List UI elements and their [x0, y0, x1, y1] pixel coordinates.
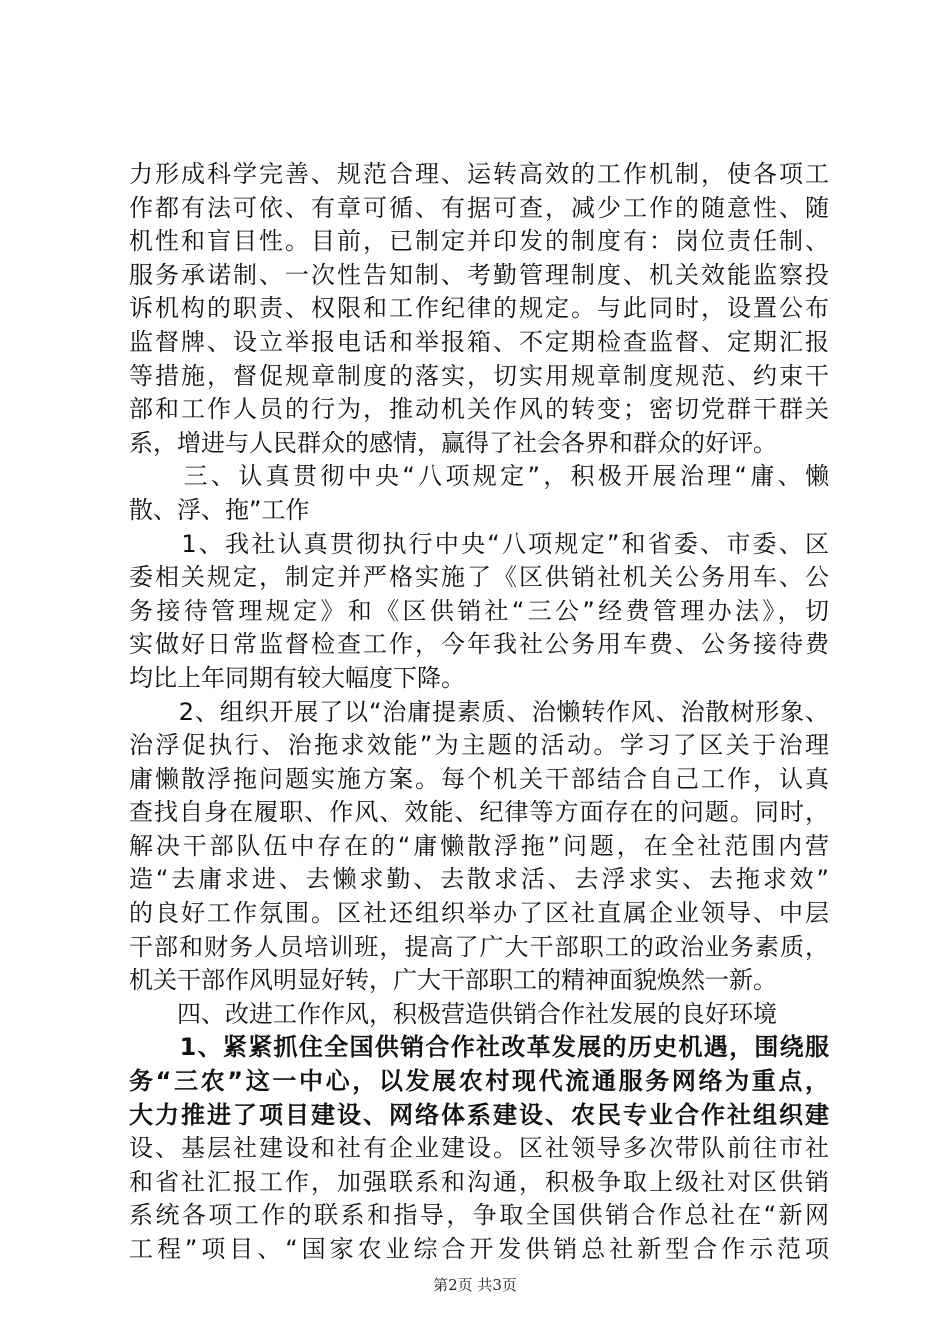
document-body [129, 158, 829, 1267]
body-line: 1、我社认真贯彻执行中央“八项规定”和省委、市委、区 [129, 529, 829, 558]
body-line: 干部和财务人员培训班，提高了广大干部职工的政治业务素质， [129, 932, 829, 961]
body-line: 系统各项工作的联系和指导，争取全国供销合作总社在“新网 [129, 1201, 829, 1230]
body-line: 作都有法可依、有章可循、有据可查，减少工作的随意性、随 [129, 193, 829, 222]
body-line: 解决干部队伍中存在的“庸懒散浮拖”问题，在全社范围内营 [129, 831, 829, 860]
body-line: 造“去庸求进、去懒求勤、去散求活、去浮求实、去拖求效” [129, 865, 829, 894]
body-line: 监督牌、设立举报电话和举报箱、不定期检查监督、定期汇报 [129, 327, 829, 356]
body-line-emphasis: 务“三农”这一中心，以发展农村现代流通服务网络为重点， [129, 1067, 829, 1096]
body-line: 机性和盲目性。目前，已制定并印发的制度有：岗位责任制、 [129, 227, 829, 256]
body-line-emphasis: 1、紧紧抓住全国供销合作社改革发展的历史机遇，围绕服 [129, 1033, 829, 1062]
body-line: 庸懒散浮拖问题实施方案。每个机关干部结合自己工作，认真 [129, 764, 829, 793]
section-heading-line: 散、浮、拖”工作 [129, 495, 310, 524]
body-line: 实做好日常监督检查工作，今年我社公务用车费、公务接待费 [129, 630, 829, 659]
body-line: 诉机构的职责、权限和工作纪律的规定。与此同时，设置公布 [129, 294, 829, 323]
body-line: 委相关规定，制定并严格实施了《区供销社机关公务用车、公 [129, 563, 829, 592]
body-line: 服务承诺制、一次性告知制、考勤管理制度、机关效能监察投 [129, 260, 829, 289]
body-line-emphasis: 大力推进了项目建设、网络体系建设、农民专业合作社组织建 [129, 1100, 829, 1129]
body-line: 机关干部作风明显好转，广大干部职工的精神面貌焕然一新。 [129, 966, 777, 995]
body-line: 力形成科学完善、规范合理、运转高效的工作机制，使各项工 [129, 160, 829, 188]
body-line: 的良好工作氛围。区社还组织举办了区社直属企业领导、中层 [129, 899, 829, 928]
body-line: 设、基层社建设和社有企业建设。区社领导多次带队前往市社 [129, 1134, 829, 1163]
page-number-footer: 第2页 共3页 [433, 1276, 517, 1294]
body-line: 工程”项目、“国家农业综合开发供销总社新型合作示范项 [129, 1235, 829, 1263]
body-line: 务接待管理规定》和《区供销社“三公”经费管理办法》，切 [129, 596, 829, 625]
body-line: 和省社汇报工作，加强联系和沟通，积极争取上级社对区供销 [129, 1167, 829, 1196]
section-heading-line: 三、认真贯彻中央“八项规定”，积极开展治理“庸、懒 [129, 462, 829, 491]
section-heading-line: 四、改进工作作风，积极营造供销合作社发展的良好环境 [129, 999, 777, 1028]
body-line: 2、组织开展了以“治庸提素质、治懒转作风、治散树形象、 [129, 697, 829, 726]
body-line: 系，增进与人民群众的感情，赢得了社会各界和群众的好评。 [129, 428, 777, 457]
body-line: 治浮促执行、治拖求效能”为主题的活动。学习了区关于治理 [129, 731, 829, 760]
body-line: 等措施，督促规章制度的落实，切实用规章制度规范、约束干 [129, 361, 829, 390]
body-line: 均比上年同期有较大幅度下降。 [129, 663, 465, 692]
body-line: 查找自身在履职、作风、效能、纪律等方面存在的问题。同时， [129, 798, 829, 827]
body-line: 部和工作人员的行为，推动机关作风的转变；密切党群干群关 [129, 395, 829, 424]
